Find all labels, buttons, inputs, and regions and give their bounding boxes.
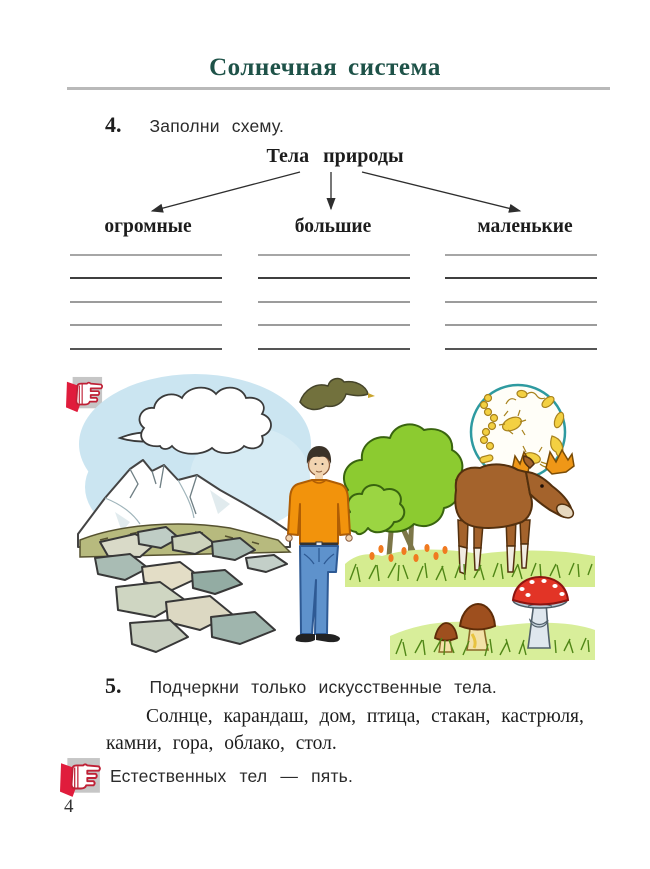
arrow-right [362,172,520,211]
write-line[interactable] [445,326,597,350]
write-line[interactable] [258,256,410,280]
branch-label-huge: огромные [104,216,192,237]
page-title: Солнечная система [209,54,441,81]
write-lines-column-huge [70,232,222,350]
word-list-line-1: Солнце, карандаш, дом, птица, стакан, кастрюля, [146,706,584,727]
exercise5-word-list [106,703,611,757]
write-line[interactable] [258,232,410,256]
write-line[interactable] [445,232,597,256]
branch-label-small: маленькие [477,216,573,237]
exercise4-header [105,112,284,138]
scheme-root-label: Тела природы [266,145,404,167]
exercise4-number: 4. [105,112,122,137]
branch-label-big: большие [294,216,372,237]
page-number: 4 [64,796,74,817]
eagle [300,379,375,410]
write-line[interactable] [70,326,222,350]
hint-text: Естественных тел — пять. [110,766,354,786]
write-lines-column-small [445,232,597,350]
word-list-line-2: камни, гора, облако, стол. [106,733,337,754]
scheme-arrows [60,165,610,217]
write-line[interactable] [258,303,410,327]
exercise5-number: 5. [105,673,122,698]
write-line[interactable] [70,279,222,303]
write-line[interactable] [258,326,410,350]
write-line[interactable] [258,279,410,303]
write-line[interactable] [445,279,597,303]
exercise5-header [105,673,497,699]
title-underline [67,87,610,90]
write-line[interactable] [445,303,597,327]
write-line[interactable] [70,303,222,327]
exercise4-instruction: Заполни схему. [149,116,285,136]
write-line[interactable] [70,232,222,256]
pointing-hand-icon [60,757,102,799]
arrow-left [152,172,300,211]
write-line[interactable] [70,256,222,280]
write-line[interactable] [445,256,597,280]
exercise5-instruction: Подчеркни только искусственные тела. [149,677,497,697]
write-lines-column-big [258,232,410,350]
nature-illustration [60,372,600,665]
